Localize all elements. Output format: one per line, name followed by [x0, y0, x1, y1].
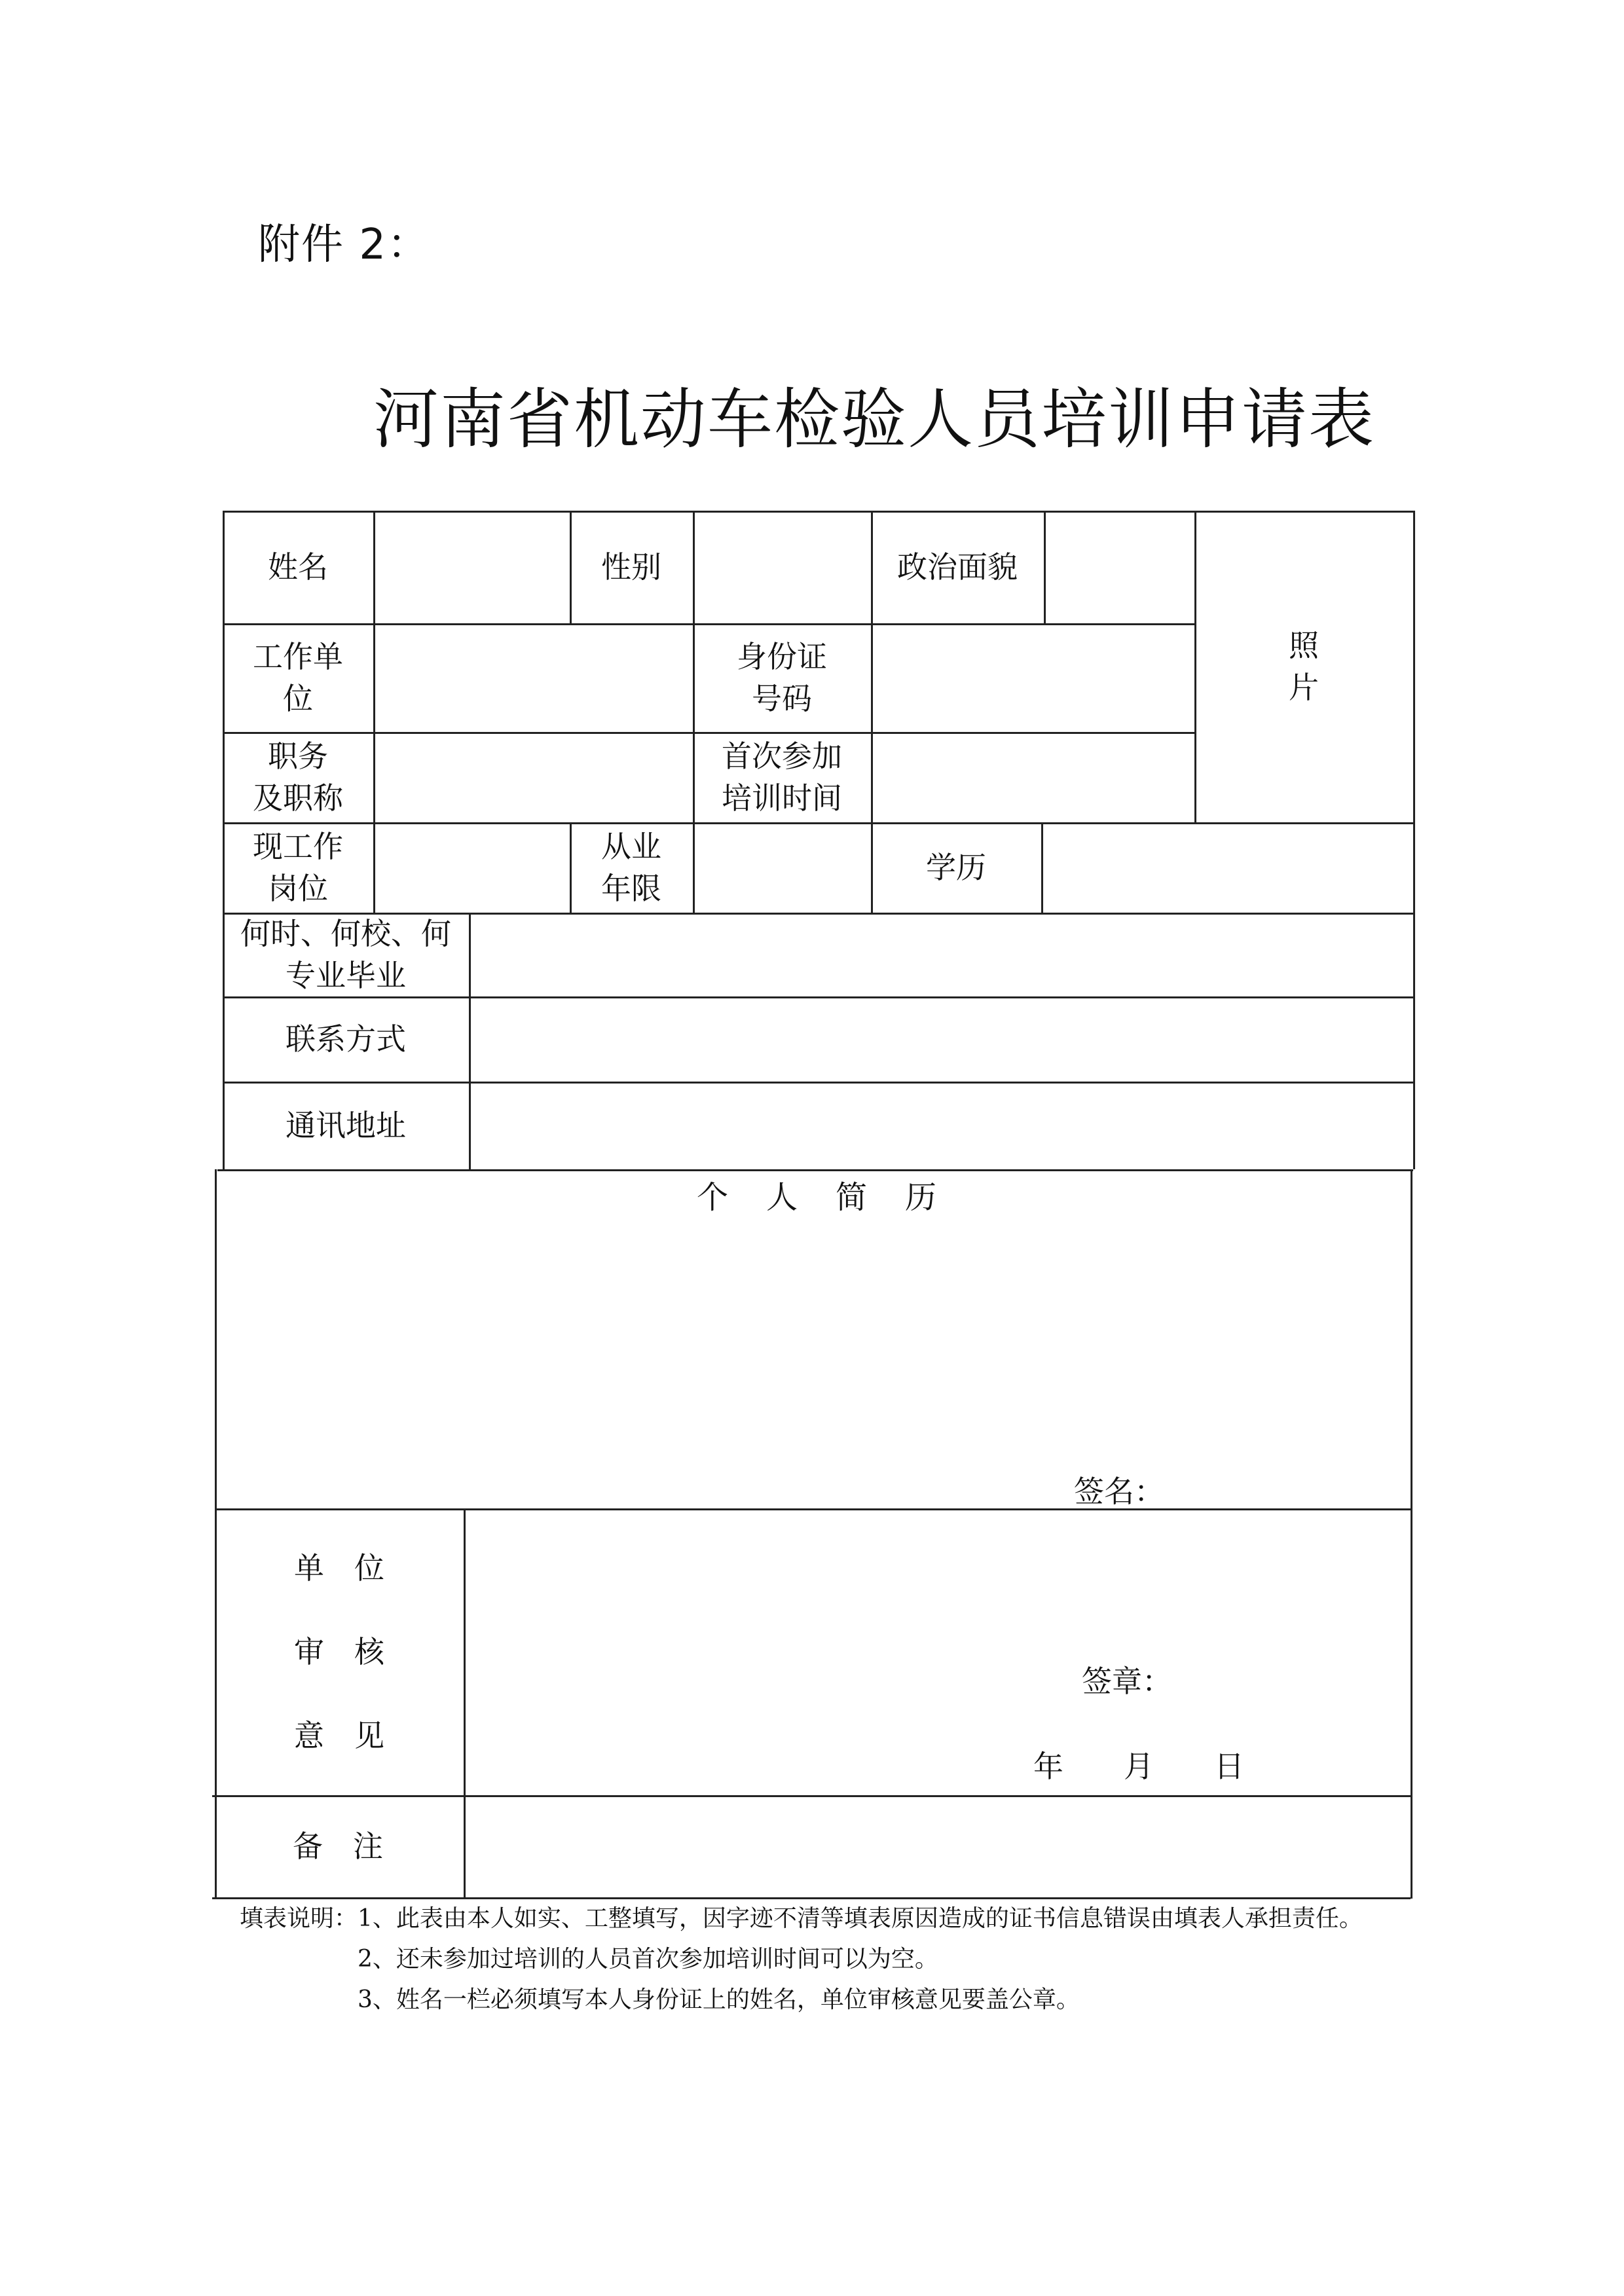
date-label: 年 月 日	[1033, 1749, 1244, 1784]
instruction-item-3: 3、姓名一栏必须填写本人身份证上的姓名，单位审核意见要盖公章。	[358, 1986, 1080, 2013]
id-number-field[interactable]	[873, 625, 1192, 730]
unit-review-label: 单 位 审 核 意 见	[294, 1550, 384, 1753]
name-field[interactable]	[375, 513, 568, 621]
unit-review-field[interactable]	[466, 1510, 1409, 1694]
photo-label[interactable]: 照 片	[1289, 628, 1319, 705]
graduation-field[interactable]	[471, 915, 1411, 994]
current-post-field[interactable]	[375, 824, 568, 911]
filling-instructions	[240, 1899, 1418, 2020]
years-label: 从业 年限	[601, 829, 661, 906]
id-number-label: 身份证 号码	[737, 639, 827, 716]
gender-label: 性别	[601, 549, 661, 585]
graduation-label: 何时、何校、何 专业毕业	[240, 916, 451, 993]
contact-label: 联系方式	[286, 1021, 406, 1057]
contact-field[interactable]	[471, 998, 1411, 1080]
current-post-label: 现工作 岗位	[253, 829, 343, 906]
work-unit-label: 工作单 位	[253, 639, 343, 716]
gender-field[interactable]	[695, 513, 869, 621]
form-border-right	[1413, 511, 1415, 1169]
remarks-field[interactable]	[466, 1797, 1409, 1895]
position-title-field[interactable]	[375, 734, 691, 820]
attachment-label: 附件 2：	[258, 221, 431, 269]
instructions-prefix: 填表说明：	[240, 1905, 358, 1932]
instruction-item-1: 1、此表由本人如实、工整填写，因字迹不清等填表原因造成的证书信息错误由填表人承担责任。	[358, 1905, 1363, 1932]
instruction-row-1	[240, 1899, 1418, 1939]
instruction-row-2	[240, 1939, 1418, 1980]
political-status-field[interactable]	[1046, 513, 1192, 621]
application-form	[212, 511, 1417, 1899]
seal-label: 签章：	[1082, 1664, 1172, 1699]
first-training-label: 首次参加 培训时间	[722, 738, 842, 816]
education-field[interactable]	[1043, 824, 1411, 911]
address-field[interactable]	[471, 1084, 1411, 1167]
first-training-field[interactable]	[873, 734, 1192, 820]
name-label: 姓名	[268, 549, 328, 585]
row-line-7	[217, 1169, 1413, 1171]
address-label: 通讯地址	[286, 1108, 406, 1143]
signature-label: 签名：	[1074, 1474, 1164, 1509]
education-label: 学历	[926, 850, 986, 885]
form-border-right-lower	[1411, 1169, 1412, 1899]
page-title: 河南省机动车检验人员培训申请表	[373, 381, 1375, 458]
remarks-label: 备 注	[293, 1829, 383, 1864]
political-status-label: 政治面貌	[897, 549, 1018, 585]
resume-field[interactable]	[219, 1224, 1409, 1440]
resume-heading: 个人简历	[697, 1179, 975, 1216]
years-field[interactable]	[695, 824, 869, 911]
instruction-item-2: 2、还未参加过培训的人员首次参加培训时间可以为空。	[358, 1946, 938, 1973]
position-title-label: 职务 及职称	[253, 738, 343, 816]
instruction-row-3	[240, 1980, 1418, 2020]
